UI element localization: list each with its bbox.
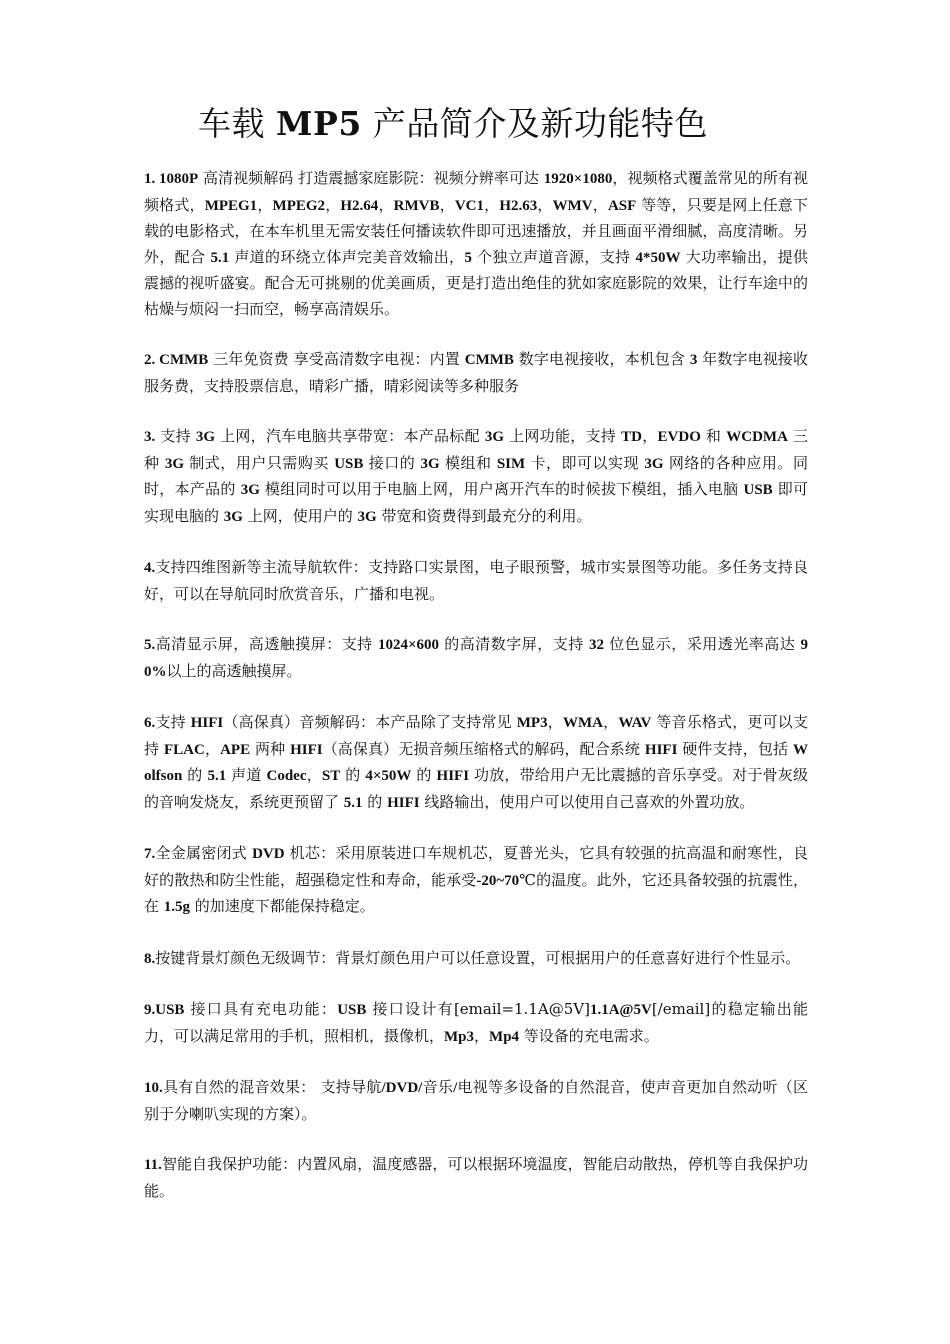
bold-text-run: APE (220, 741, 251, 758)
bold-text-run: 11. (144, 1157, 162, 1173)
bold-text-run: MP3 (516, 715, 548, 731)
feature-paragraph (144, 1075, 808, 1127)
bold-text-run: HIFI (387, 794, 420, 811)
text-run: 模组和 (439, 453, 497, 472)
bold-text-run: 3G (195, 429, 216, 445)
bold-text-run: USB (743, 482, 773, 498)
text-run: 声道 (226, 766, 267, 784)
text-run: ， (483, 195, 500, 214)
text-run: ， (547, 713, 563, 731)
bold-text-run: 3G (240, 482, 260, 498)
feature-paragraph (144, 997, 808, 1050)
bold-text-run: WMV (552, 197, 593, 214)
text-run: （高保真）音频解码：本产品除了支持常见 (223, 713, 517, 731)
bold-text-run: HIFI (644, 741, 678, 758)
text-run: 功放，带给用户无比震撼的音乐享受。对于骨灰级的音响发烧友，系统更预留了 (144, 766, 808, 811)
text-run: 等设备的充电需求。 (519, 1026, 659, 1045)
text-run: 即可实现电脑的 (144, 480, 808, 525)
title-model: MP5 (276, 104, 362, 143)
bold-text-run: 7. (144, 846, 156, 862)
feature-paragraph (144, 1152, 808, 1204)
text-run: 带宽和资费得到最充分的利用。 (376, 506, 592, 525)
bold-text-run: 1. 1080P (144, 171, 199, 187)
text-run: 电视等多设备的自然混音，使声音更加自然动听（区别于分喇叭实现的方案）。 (144, 1078, 808, 1123)
bold-text-run: 6. (144, 715, 156, 731)
title-prefix: 车载 (198, 104, 265, 143)
bold-text-run: 5 (464, 249, 472, 266)
bold-text-run: Codec (266, 768, 307, 784)
bold-text-run: EVDO (657, 429, 701, 445)
text-run: ， (378, 195, 394, 214)
text-run: ， (602, 713, 619, 731)
bold-text-run: 5.1 (343, 794, 363, 811)
bold-text-run: 9.USB (144, 1002, 185, 1018)
text-run: 以上的高透触摸屏。 (166, 661, 302, 680)
text-run: 音乐 (422, 1078, 454, 1096)
bold-text-run: SIM (496, 455, 526, 472)
text-run: 声道的环绕立体声完美音效输出， (229, 247, 465, 266)
text-run: 智能自我保护功能：内置风扇，温度感器，可以根据环境温度，智能启动散热，停机等自我保护功能。 (144, 1155, 808, 1200)
text-run: [/email]的稳定输出能力，可以满足常用的手机，照相机，摄像机， (144, 1000, 808, 1045)
bold-text-run: 3G (223, 508, 243, 525)
bold-text-run: 2. CMMB (144, 352, 209, 368)
bold-text-run: Mp3 (444, 1028, 475, 1045)
bold-text-run: DVD (252, 846, 285, 862)
bold-text-run: Wolfson (144, 741, 808, 784)
document-title (198, 102, 708, 146)
text-run: 的 (362, 792, 388, 811)
bold-text-run: HIFI (436, 768, 470, 784)
text-run: 线路输出，使用户可以使用自己喜欢的外置功放。 (419, 792, 755, 811)
text-run: ， (474, 1026, 490, 1045)
text-run: 接口设计有[email=1.1A@5V] (366, 1000, 590, 1018)
text-run: ， (641, 427, 658, 445)
text-run: 卡，即可以实现 (525, 453, 645, 472)
text-run: 接口的 (363, 453, 421, 472)
bold-text-run: 3G (484, 429, 505, 445)
text-run: ， (439, 195, 455, 214)
bold-text-run: 3G (164, 455, 184, 472)
text-run: 等等，只要是网上任意下载的电影格式，在本车机里无需安装任何播读软件即可迅速播放，并且画面平滑细腻，高度清晰。另外，配合 (144, 195, 808, 266)
text-run: 大功率输出，提供震撼的视听盛宴。配合无可挑剔的优美画质，更是打造出绝佳的犹如家庭影院的效果，让行车途中的枯燥与烦闷一扫而空，畅享高清娱乐。 (144, 247, 808, 318)
bold-text-run: TD (621, 429, 642, 445)
text-run: ， (257, 195, 273, 214)
bold-text-run: 5.1 (207, 768, 227, 784)
text-run: 的 (340, 766, 366, 784)
text-run: 等音乐格式，更可以支持 (144, 713, 808, 758)
text-run: 上网功能，支持 (504, 427, 622, 445)
bold-text-run: -20~70 (476, 872, 520, 889)
text-run: 支持四维图新等主流导航软件：支持路口实景图，电子眼预警，城市实景图等功能。多任务支持良好，可以在导航同时欣赏音乐，广播和电视。 (144, 558, 808, 603)
feature-paragraph (144, 632, 808, 685)
text-run: 上网，汽车电脑共享带宽：本产品标配 (215, 427, 485, 445)
bold-text-run: MPEG1 (204, 197, 258, 214)
feature-paragraph (144, 555, 808, 607)
bold-text-run: 1920×1080 (543, 171, 613, 187)
bold-text-run: / (453, 1080, 458, 1096)
bold-text-run: 4*50W (635, 249, 681, 266)
bold-text-run: 10. (144, 1080, 163, 1096)
bold-text-run: RMVB (393, 197, 440, 214)
bold-text-run: USB (337, 1002, 367, 1018)
text-run: ， (306, 766, 322, 784)
bold-text-run: 3G (357, 508, 377, 525)
bold-text-run: WCDMA (726, 429, 788, 445)
text-run: 网络的各种应用。同时，本产品的 (144, 453, 808, 498)
text-run: 全金属密闭式 (155, 844, 253, 862)
bold-text-run: MPEG2 (272, 197, 326, 214)
bold-text-run: HIFI (290, 741, 323, 758)
text-run: ，视频格式覆盖常见的所有视频格式， (144, 169, 808, 214)
bold-text-run: HIFI (190, 715, 224, 731)
bold-text-run: 1.5g (163, 899, 191, 915)
text-run: 的 (411, 766, 437, 784)
bold-text-run: USB (334, 455, 364, 472)
text-run: 高清显示屏，高透触摸屏：支持 (155, 635, 378, 653)
text-run: ℃的温度。此外，它还具备较强的抗震性，在 (144, 870, 808, 915)
text-run: 机芯：采用原装进口车规机芯，夏普光头，它具有较强的抗高温和耐寒性，良好的散热和防尘性能，超强稳定性和寿命，能承受 (144, 844, 808, 889)
feature-paragraph (144, 841, 808, 921)
title-suffix: 产品简介及新功能特色 (372, 104, 708, 143)
bold-text-run: 5.1 (210, 249, 230, 266)
text-run: 位色显示，采用透光率高达 (604, 635, 801, 653)
bold-text-run: Mp4 (489, 1028, 520, 1045)
bold-text-run: WMA (562, 715, 603, 731)
text-run: 的 (182, 766, 208, 784)
bold-text-run: ASF (607, 197, 637, 214)
text-run: 两种 (250, 739, 291, 758)
text-run: 的加速度下都能保持稳定。 (190, 897, 375, 915)
bold-text-run: 5. (144, 637, 156, 653)
text-run: 和 (700, 427, 727, 445)
text-run: 高清视频解码 打造震撼家庭影院：视频分辨率可达 (198, 169, 544, 187)
text-run: ， (537, 195, 553, 214)
bold-text-run: 3 (689, 352, 698, 368)
bold-text-run: FLAC (164, 741, 205, 758)
text-run: 数字电视接收，本机包含 (513, 350, 690, 368)
bold-text-run: 4. (144, 560, 156, 576)
bold-text-run: 8. (144, 950, 156, 967)
feature-paragraph (144, 166, 808, 322)
text-run: ， (204, 739, 221, 758)
bold-text-run: 90% (144, 637, 808, 680)
bold-text-run: 3. (144, 429, 156, 445)
text-run: ， (592, 195, 608, 214)
bold-text-run: 32 (589, 637, 605, 653)
text-run: 制式，用户只需购买 (183, 453, 335, 472)
feature-paragraph (144, 946, 808, 973)
document-body (144, 166, 808, 1229)
bold-text-run: H2.63 (499, 197, 538, 214)
bold-text-run: 3G (644, 455, 664, 472)
text-run: 具有自然的混音效果： 支持导航 (162, 1078, 382, 1096)
text-run: 年数字电视接收服务费，支持股票信息，晴彩广播，晴彩阅读等多种服务 (144, 350, 808, 395)
bold-text-run: ST (321, 768, 341, 784)
text-run: 接口具有充电功能： (184, 1000, 338, 1018)
bold-text-run: /DVD/ (381, 1080, 423, 1096)
feature-paragraph (144, 710, 808, 816)
bold-text-run: H2.64 (340, 197, 379, 214)
bold-text-run: WAV (618, 715, 652, 731)
text-run: 按键背景灯颜色无级调节：背景灯颜色用户可以任意设置，可根据用户的任意喜好进行个性显示。 (155, 948, 801, 967)
feature-paragraph (144, 424, 808, 530)
text-run: ， (325, 195, 341, 214)
bold-text-run: 4×50W (365, 768, 412, 784)
text-run: 硬件支持，包括 (677, 739, 793, 758)
text-run: 个独立声道音源，支持 (471, 247, 636, 266)
text-run: 支持 (155, 713, 191, 731)
bold-text-run: 1.1A@5V (589, 1002, 652, 1018)
text-run: 上网，使用户的 (242, 506, 358, 525)
text-run: 模组同时可以用于电脑上网，用户离开汽车的时候拔下模组，插入电脑 (259, 480, 744, 498)
text-run: 支持 (155, 427, 196, 445)
text-run: 三种 (144, 427, 808, 472)
bold-text-run: CMMB (464, 352, 514, 368)
text-run: （高保真）无损音频压缩格式的解码，配合系统 (322, 739, 645, 758)
text-run: 的高清数字屏，支持 (439, 635, 590, 653)
bold-text-run: VC1 (454, 197, 484, 214)
bold-text-run: 3G (420, 455, 440, 472)
bold-text-run: 1024×600 (377, 637, 440, 653)
text-run: 三年免资费 享受高清数字电视：内置 (208, 350, 465, 368)
feature-paragraph (144, 347, 808, 399)
